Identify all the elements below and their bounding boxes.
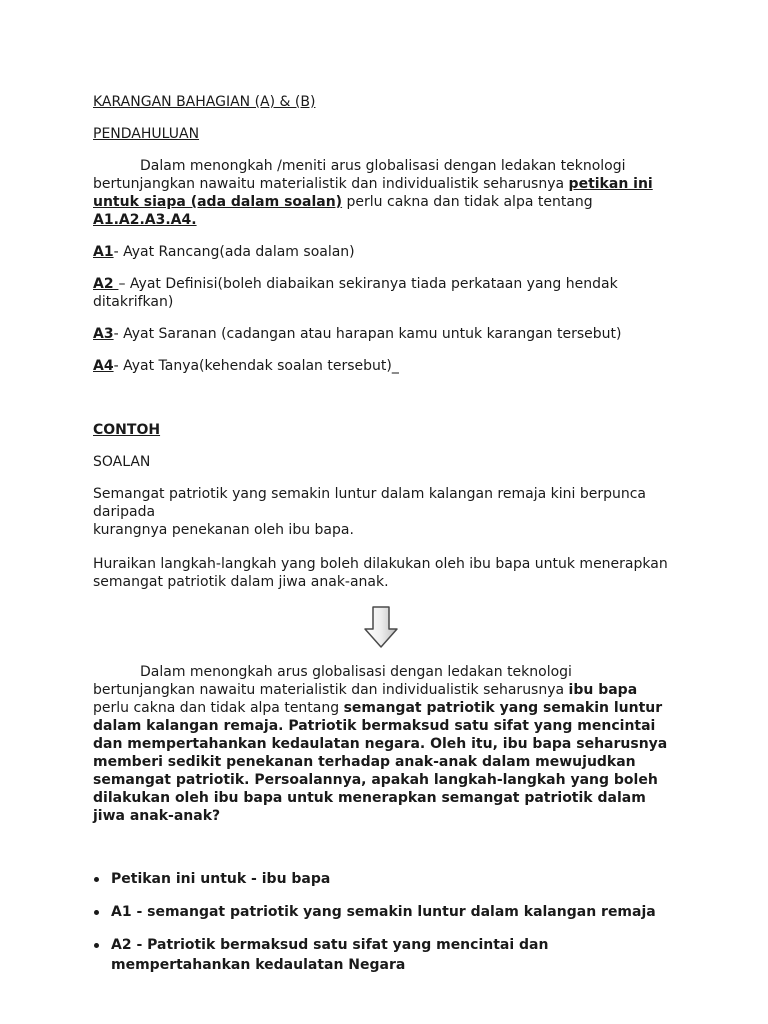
definition-a4 (93, 357, 683, 375)
definition-label: A1 (93, 244, 114, 260)
down-arrow-icon (363, 605, 399, 649)
question-line: kurangnya penekanan oleh ibu bapa. (93, 522, 354, 538)
answer-text-1: Dalam menongkah arus globalisasi dengan ledakan teknologi bertunjangkan nawaitu materialistik dan individualistik seharusnya (93, 664, 572, 698)
definition-text: – Ayat Definisi(boleh diabaikan sekiranya tiada perkataan yang hendak ditakrifkan) (93, 276, 618, 310)
definition-a2 (93, 275, 653, 311)
intro-paragraph (93, 157, 668, 229)
document-heading: KARANGAN BAHAGIAN (A) & (B) (93, 94, 316, 110)
question-label: SOALAN (93, 454, 151, 470)
definition-text: - Ayat Rancang(ada dalam soalan) (113, 244, 355, 260)
definition-label: A3 (93, 326, 114, 342)
answer-body: semangat patriotik yang semakin luntur dalam kalangan remaja. Patriotik bermaksud satu sifat yang mencintai dan mempertahankan kedaulatan negara. Oleh itu, ibu bapa seharusnya memberi sedikit penekanan terhadap anak-anak dalam mewujudkan semangat patriotik. Persoalannya, apakah langkah-langkah yang boleh dilakukan oleh ibu bapa untuk menerapkan semangat patriotik dalam jiwa anak-anak? (93, 700, 668, 824)
question-line: Huraikan langkah-langkah yang boleh dilakukan oleh ibu bapa untuk menerapkan (93, 556, 668, 572)
intro-text-1: Dalam menongkah /meniti arus globalisasi dengan ledakan teknologi bertunjangkan nawaitu materialistik dan individualistik seharusnya (93, 158, 626, 192)
intro-text-3: perlu cakna dan tidak alpa tentang (342, 194, 593, 210)
intro-highlight-items: A1.A2.A3.A4. (93, 212, 197, 228)
definition-text: - Ayat Saranan (cadangan atau harapan kamu untuk karangan tersebut) (113, 326, 622, 342)
answer-text-3: perlu cakna dan tidak alpa tentang (93, 700, 344, 716)
question-block-2 (93, 555, 683, 591)
answer-paragraph (93, 663, 673, 825)
answer-target: ibu bapa (568, 682, 638, 698)
section-title: PENDAHULUAN (93, 126, 200, 142)
definition-text: - Ayat Tanya(kehendak soalan tersebut)_ (113, 358, 399, 374)
question-line: semangat patriotik dalam jiwa anak-anak. (93, 574, 389, 590)
list-item: Petikan ini untuk - ibu bapa (93, 869, 683, 889)
definition-a1 (93, 243, 683, 261)
list-item: A1 - semangat patriotik yang semakin luntur dalam kalangan remaja (93, 902, 683, 922)
question-block-1 (93, 485, 683, 539)
document-page (93, 93, 683, 975)
list-item: A2 - Patriotik bermaksud satu sifat yang mencintai dan mempertahankan kedaulatan Negara (93, 935, 571, 975)
intro-highlight-target: petikan ini untuk siapa (ada dalam soalan) (93, 176, 653, 210)
definition-label: A4 (93, 358, 114, 374)
definition-a3 (93, 325, 683, 343)
question-line: Semangat patriotik yang semakin luntur dalam kalangan remaja kini berpunca daripada (93, 486, 646, 520)
transition-arrow (93, 605, 668, 651)
definition-label: A2 (93, 276, 119, 292)
example-title: CONTOH (93, 422, 161, 438)
summary-list (93, 869, 683, 975)
